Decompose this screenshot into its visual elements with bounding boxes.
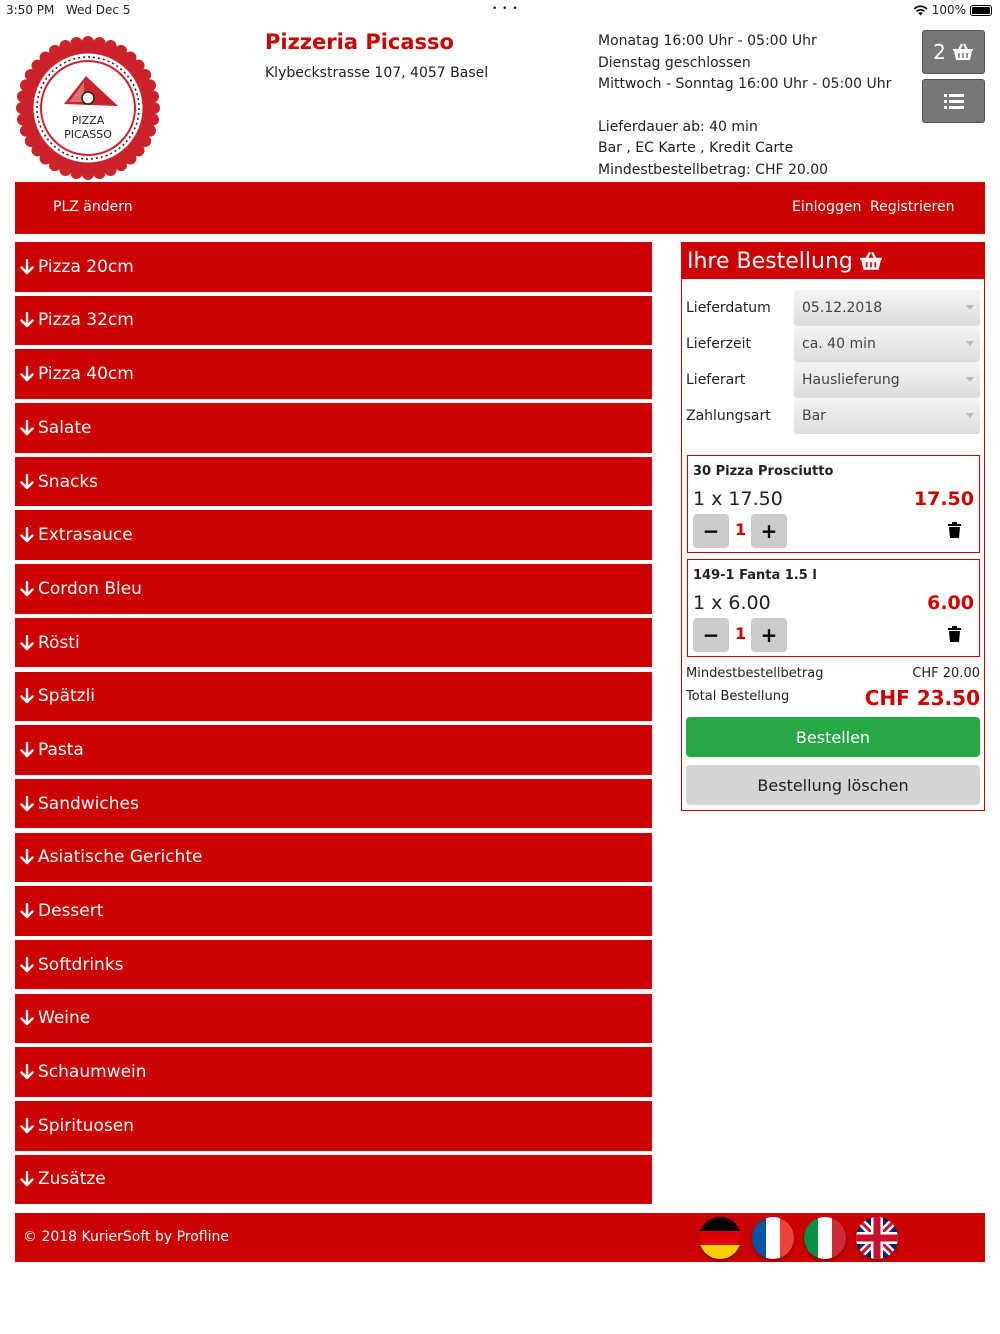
arrow-down-icon [20,796,34,812]
category-list [15,242,652,1208]
register-link[interactable]: Registrieren [870,199,955,215]
shop-logo[interactable] [14,34,162,182]
category-label: Pizza 20cm [38,256,134,277]
arrow-down-icon [20,849,34,865]
navbar [15,182,985,234]
svg-text:PICASSO: PICASSO [64,128,112,141]
flag-fr-icon[interactable] [752,1217,794,1259]
increase-button[interactable]: + [751,618,787,652]
field-label: Zahlungsart [686,408,771,424]
battery-percent: 100% [931,3,966,17]
footer [15,1213,985,1262]
caret-down-icon [966,341,974,346]
category-label: Pizza 32cm [38,310,134,331]
field-label: Lieferdatum [686,300,771,316]
category-item[interactable] [15,779,652,829]
category-item[interactable] [15,940,652,990]
list-icon [944,93,964,109]
category-item[interactable] [15,1101,652,1151]
min-order-row [686,666,980,681]
arrow-down-icon [20,635,34,651]
arrow-down-icon [20,688,34,704]
item-name: 30 Pizza Prosciutto [693,464,834,479]
increase-button[interactable]: + [751,514,787,548]
payment-select[interactable]: Bar [794,398,980,434]
category-label: Schaumwein [38,1062,147,1083]
category-item[interactable] [15,349,652,399]
arrow-down-icon [20,420,34,436]
arrow-down-icon [20,1118,34,1134]
item-name: 149-1 Fanta 1.5 l [693,568,817,583]
arrow-down-icon [20,1064,34,1080]
svg-text:PIZZA: PIZZA [71,114,105,127]
login-link[interactable]: Einloggen [792,199,862,215]
delivery-time-row [686,326,980,362]
order-panel [681,242,985,811]
status-time: 3:50 PM Wed Dec 5 [6,3,131,17]
category-label: Rösti [38,632,80,653]
hours-line: Monatag 16:00 Uhr - 05:00 Uhr [598,33,817,49]
field-label: Lieferart [686,372,746,388]
total-value: CHF 23.50 [864,686,980,710]
basket-icon [859,251,883,271]
category-label: Softdrinks [38,954,124,975]
arrow-down-icon [20,527,34,543]
multitask-dots: • • • [492,4,519,14]
arrow-down-icon [20,1171,34,1187]
info-line: Mindestbestellbetrag: CHF 20.00 [598,161,829,178]
payment-row [686,398,980,434]
category-label: Sandwiches [38,793,139,814]
category-label: Extrasauce [38,525,133,546]
item-count: 1 [735,624,747,643]
arrow-down-icon [20,742,34,758]
category-item[interactable] [15,672,652,722]
category-item[interactable] [15,296,652,346]
arrow-down-icon [20,474,34,490]
category-item[interactable] [15,403,652,453]
copyright: © 2018 KurierSoft by Profline [23,1229,230,1245]
caret-down-icon [966,413,974,418]
delivery-type-select[interactable]: Hauslieferung [794,362,980,398]
category-label: Spirituosen [38,1115,134,1136]
flag-de-icon[interactable] [699,1217,741,1259]
submit-order-button[interactable]: Bestellen [686,717,980,757]
cart-count: 2 [933,40,946,64]
status-bar [0,0,1000,20]
category-item[interactable] [15,1155,652,1205]
menu-list-button[interactable] [922,79,985,123]
arrow-down-icon [20,957,34,973]
hours-line: Dienstag geschlossen [598,54,751,71]
delivery-type-row [686,362,980,398]
total-row [686,686,980,710]
category-label: Pasta [38,739,84,760]
category-label: Cordon Bleu [38,578,142,599]
caret-down-icon [966,305,974,310]
category-label: Spätzli [38,686,96,707]
order-header [682,243,984,279]
item-qty: 1 x 17.50 [693,488,783,510]
category-label: Salate [38,417,92,438]
shop-hours [598,31,891,181]
category-label: Snacks [38,471,99,492]
delivery-date-select[interactable]: 05.12.2018 [794,290,980,326]
item-count: 1 [735,520,747,539]
arrow-down-icon [20,259,34,275]
category-label: Asiatische Gerichte [38,847,203,868]
category-label: Zusätze [38,1169,106,1190]
plz-change-link[interactable]: PLZ ändern [53,199,133,215]
category-item[interactable] [15,457,652,507]
shop-address: Klybeckstrasse 107, 4057 Basel [265,65,489,81]
total-label: Total Bestellung [686,689,790,704]
arrow-down-icon [20,903,34,919]
info-line: Lieferdauer ab: 40 min [598,118,758,135]
item-price: 6.00 [927,592,974,614]
decrease-button[interactable]: − [693,618,729,652]
decrease-button[interactable]: − [693,514,729,548]
delivery-time-select[interactable]: ca. 40 min [794,326,980,362]
category-item[interactable] [15,564,652,614]
order-title: Ihre Bestellung [687,248,853,274]
arrow-down-icon [20,581,34,597]
shop-name: Pizzeria Picasso [265,30,454,54]
min-order-value: CHF 20.00 [912,666,980,681]
trash-icon[interactable] [948,522,961,538]
order-item [687,559,980,657]
battery-icon [970,5,992,16]
basket-icon [952,43,974,61]
arrow-down-icon [20,312,34,328]
cart-button[interactable] [922,30,985,74]
arrow-down-icon [20,366,34,382]
category-label: Pizza 40cm [38,364,134,385]
order-item [687,455,980,553]
category-label: Weine [38,1008,91,1029]
category-item[interactable] [15,886,652,936]
item-price: 17.50 [913,488,974,510]
clear-order-button[interactable]: Bestellung löschen [686,765,980,805]
category-item[interactable] [15,1047,652,1097]
category-item[interactable] [15,242,652,292]
arrow-down-icon [20,1010,34,1026]
hours-line: Mittwoch - Sonntag 16:00 Uhr - 05:00 Uhr [598,76,892,92]
category-item[interactable] [15,725,652,775]
category-item[interactable] [15,618,652,668]
min-order-label: Mindestbestellbetrag [686,666,824,681]
category-item[interactable] [15,510,652,560]
item-qty: 1 x 6.00 [693,592,771,614]
flag-gb-icon[interactable] [856,1217,898,1259]
wifi-icon [913,5,928,16]
category-item[interactable] [15,833,652,883]
caret-down-icon [966,377,974,382]
category-label: Dessert [38,901,104,921]
flag-it-icon[interactable] [804,1217,846,1259]
info-line: Bar , EC Karte , Kredit Carte [598,140,794,156]
delivery-date-row [686,290,980,326]
trash-icon[interactable] [948,626,961,642]
category-item[interactable] [15,994,652,1044]
field-label: Lieferzeit [686,336,751,352]
